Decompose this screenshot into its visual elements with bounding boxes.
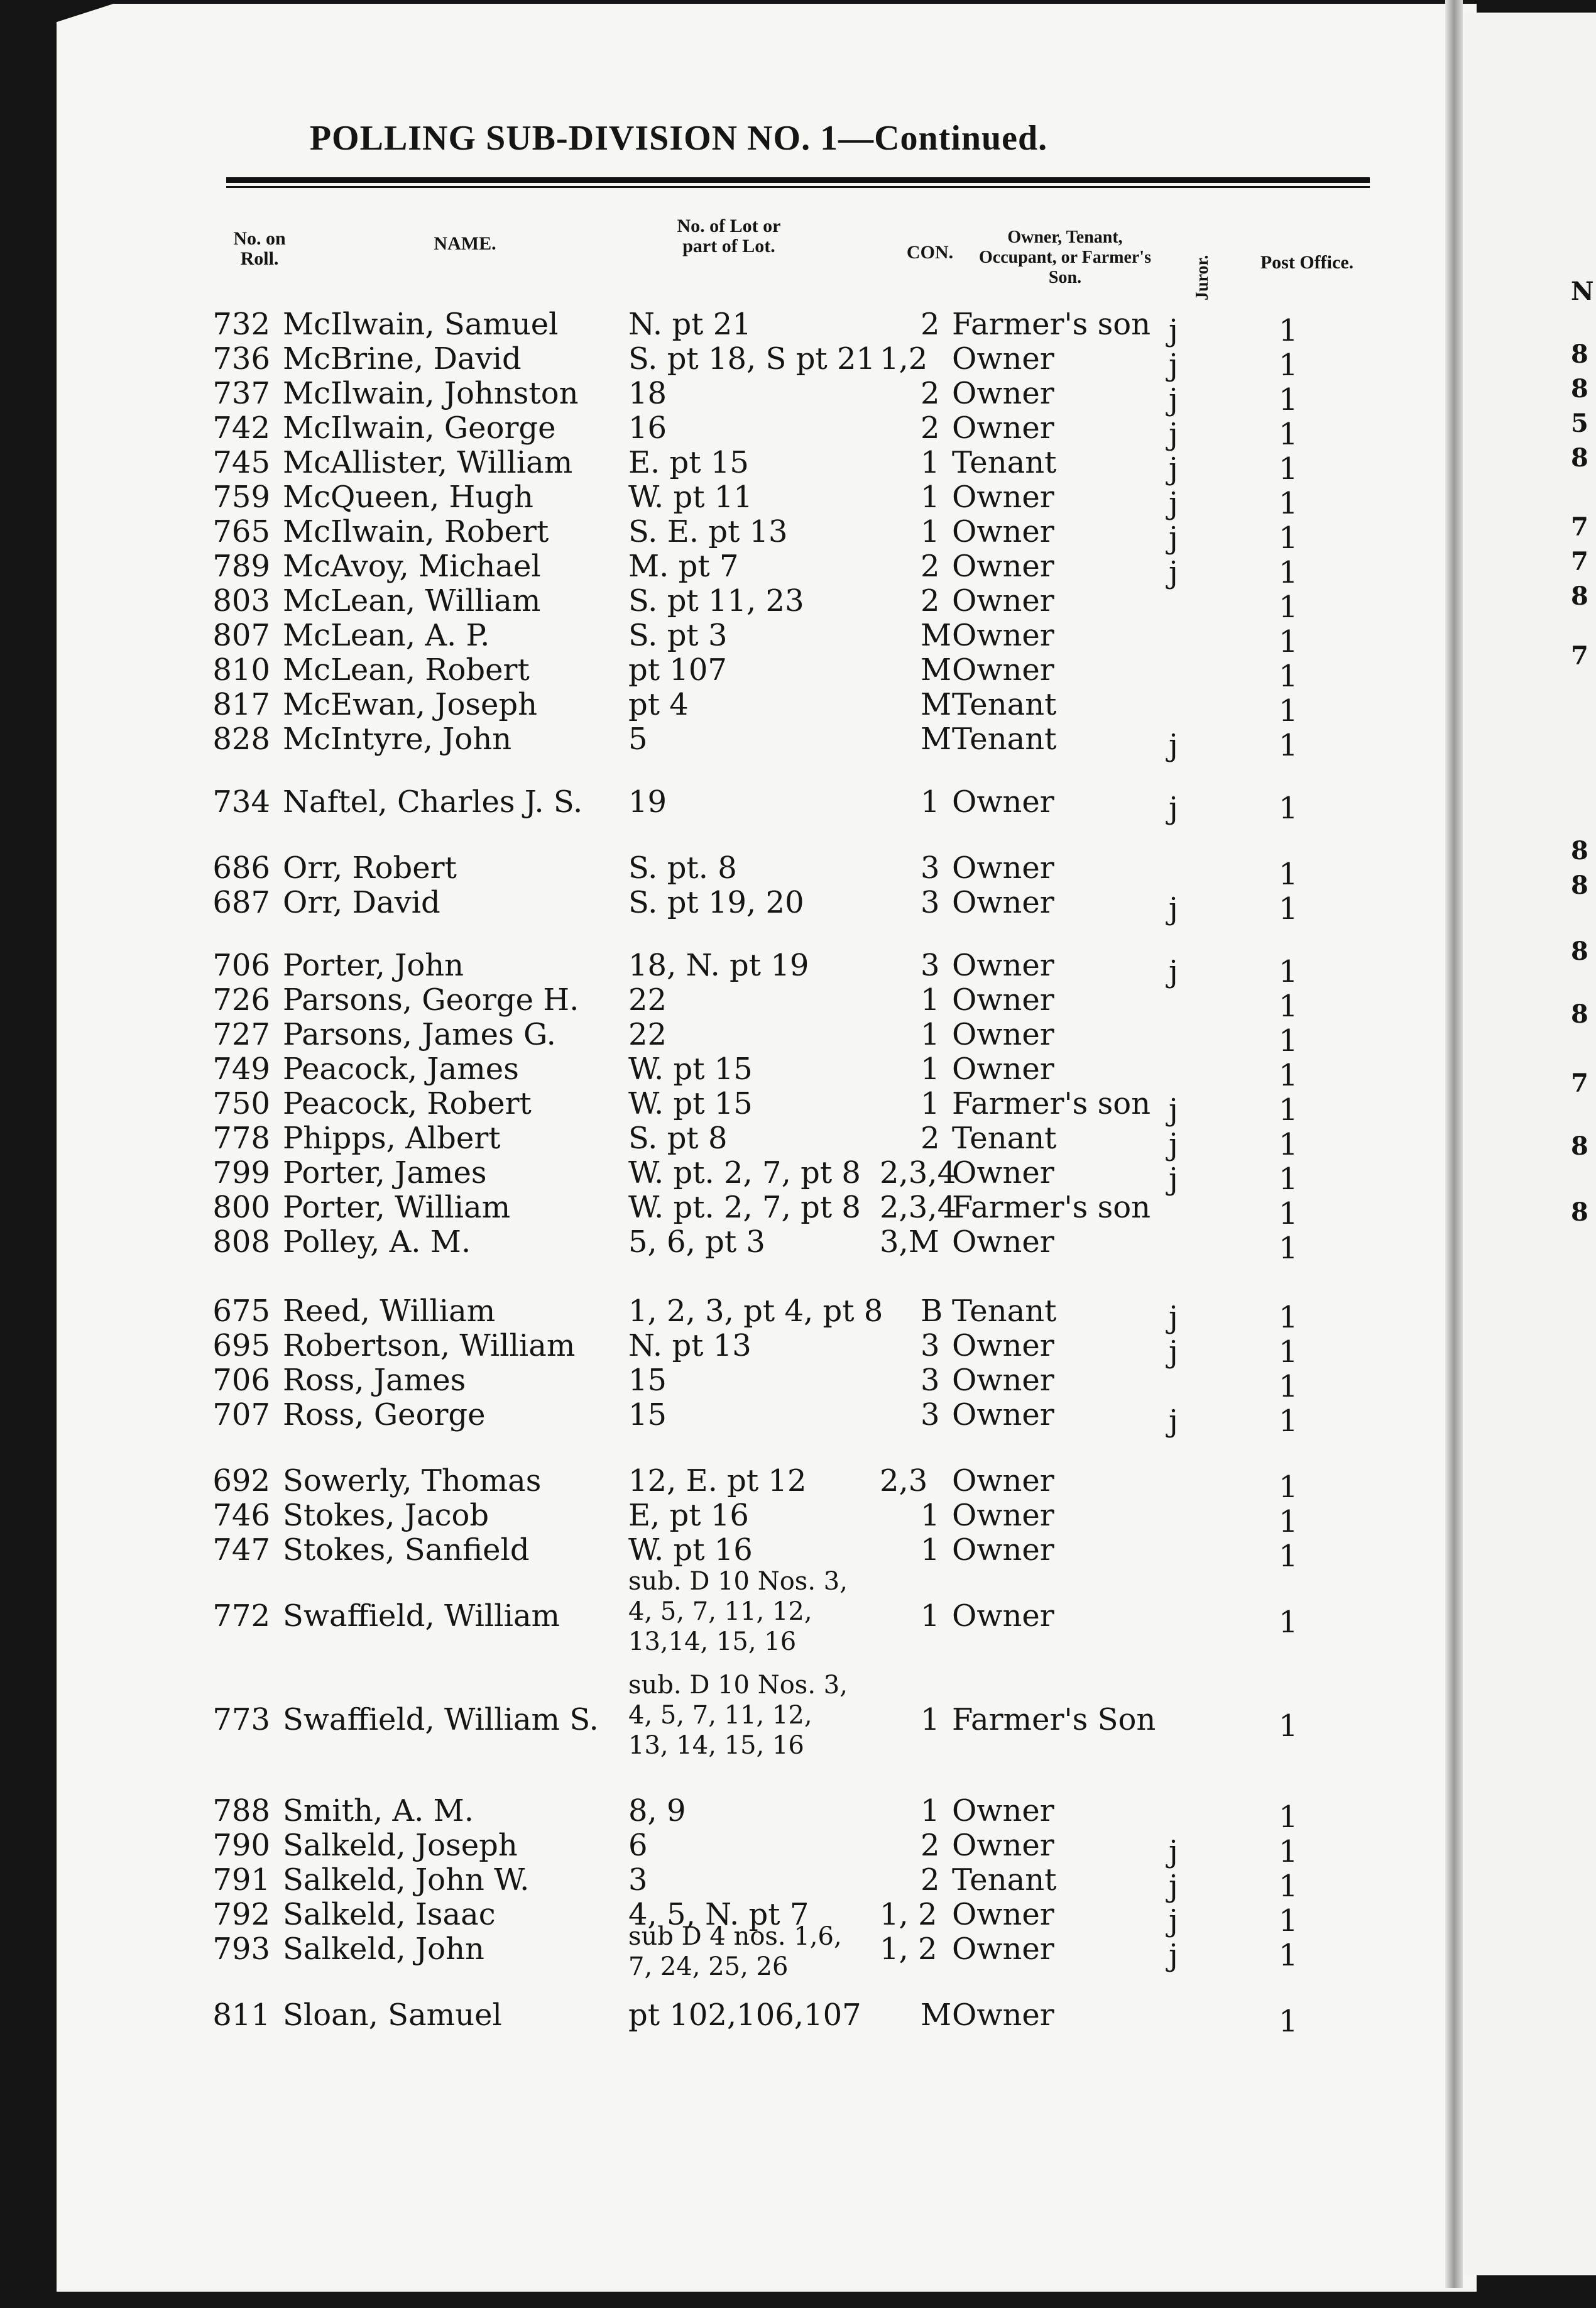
voter-name: McAvoy, Michael bbox=[283, 549, 541, 584]
juror-mark: j bbox=[1169, 417, 1178, 452]
status: Owner bbox=[952, 1532, 1054, 1568]
post-office: 1 bbox=[1279, 1334, 1298, 1370]
concession: 2,3,4 bbox=[880, 1155, 957, 1190]
concession: 3 bbox=[921, 885, 940, 920]
status: Owner bbox=[952, 1363, 1054, 1398]
post-office: 1 bbox=[1279, 1404, 1298, 1439]
voter-name: Orr, Robert bbox=[283, 850, 457, 886]
post-office: 1 bbox=[1279, 659, 1298, 694]
lot-number: S. pt 11, 23 bbox=[628, 583, 804, 618]
roll-number: 778 bbox=[212, 1121, 270, 1156]
lot-number: 5, 6, pt 3 bbox=[628, 1224, 765, 1260]
concession: 1 bbox=[921, 1532, 940, 1568]
concession: B bbox=[921, 1294, 943, 1329]
post-office: 1 bbox=[1279, 486, 1298, 521]
voter-name: Peacock, Robert bbox=[283, 1086, 532, 1121]
lot-number: 7, 24, 25, 26 bbox=[628, 1952, 789, 1981]
post-office: 1 bbox=[1279, 1196, 1298, 1231]
post-office: 1 bbox=[1279, 313, 1298, 348]
juror-mark: j bbox=[1169, 1162, 1178, 1197]
lot-number: 18 bbox=[628, 376, 667, 411]
status: Owner bbox=[952, 1897, 1054, 1932]
lot-number: W. pt 15 bbox=[628, 1052, 753, 1087]
roll-number: 791 bbox=[212, 1862, 270, 1898]
voter-name: Robertson, William bbox=[283, 1328, 576, 1363]
concession: 2 bbox=[921, 307, 940, 342]
voter-name: Orr, David bbox=[283, 885, 440, 920]
status: Owner bbox=[952, 410, 1054, 446]
status: Tenant bbox=[952, 445, 1057, 480]
juror-mark: j bbox=[1169, 1334, 1178, 1370]
status: Owner bbox=[952, 784, 1054, 820]
juror-mark: j bbox=[1169, 520, 1178, 556]
status: Owner bbox=[952, 1224, 1054, 1260]
concession: 2 bbox=[921, 549, 940, 584]
lot-number: S. pt 3 bbox=[628, 618, 728, 653]
juror-mark: j bbox=[1169, 451, 1178, 486]
roll-number: 810 bbox=[212, 652, 270, 688]
lot-number: S. pt. 8 bbox=[628, 850, 737, 886]
post-office: 1 bbox=[1279, 1023, 1298, 1058]
status: Owner bbox=[952, 1998, 1054, 2033]
post-office: 1 bbox=[1279, 520, 1298, 556]
roll-number: 686 bbox=[212, 850, 270, 886]
concession: 2 bbox=[921, 410, 940, 446]
voter-name: McLean, William bbox=[283, 583, 541, 618]
voter-name: Sloan, Samuel bbox=[283, 1998, 502, 2033]
concession: 1 bbox=[921, 1598, 940, 1634]
header-status: Owner, Tenant, Occupant, or Farmer's Son. bbox=[979, 228, 1151, 287]
post-office: 1 bbox=[1279, 1539, 1298, 1574]
roll-number: 737 bbox=[212, 376, 270, 411]
concession: 1, 2 bbox=[880, 1932, 937, 1967]
title-rule-thin bbox=[226, 186, 1370, 188]
roll-number: 803 bbox=[212, 583, 270, 618]
post-office: 1 bbox=[1279, 1231, 1298, 1266]
page-title: POLLING SUB-DIVISION NO. 1—Continued. bbox=[309, 119, 1048, 158]
lot-number: 15 bbox=[628, 1397, 667, 1432]
voter-name: Reed, William bbox=[283, 1294, 496, 1329]
concession: 2 bbox=[921, 1862, 940, 1898]
status: Owner bbox=[952, 480, 1054, 515]
concession: 2 bbox=[921, 376, 940, 411]
juror-mark: j bbox=[1169, 1127, 1178, 1162]
adjacent-page-fragment: 8 bbox=[1571, 836, 1588, 865]
voter-name: Porter, William bbox=[283, 1190, 511, 1225]
lot-number: W. pt 11 bbox=[628, 480, 753, 515]
concession: 3 bbox=[921, 1363, 940, 1398]
concession: 1 bbox=[921, 514, 940, 549]
roll-number: 790 bbox=[212, 1828, 270, 1863]
status: Farmer's Son bbox=[952, 1702, 1156, 1737]
post-office: 1 bbox=[1279, 1605, 1298, 1640]
roll-number: 765 bbox=[212, 514, 270, 549]
lot-number: sub D 4 nos. 1,6, bbox=[628, 1922, 842, 1951]
roll-number: 811 bbox=[212, 1998, 270, 2033]
roll-number: 692 bbox=[212, 1463, 270, 1498]
roll-number: 706 bbox=[212, 1363, 270, 1398]
concession: 1 bbox=[921, 982, 940, 1018]
status: Tenant bbox=[952, 1862, 1057, 1898]
roll-number: 817 bbox=[212, 687, 270, 722]
roll-number: 695 bbox=[212, 1328, 270, 1363]
post-office: 1 bbox=[1279, 451, 1298, 486]
roll-number: 742 bbox=[212, 410, 270, 446]
adjacent-page-fragment: 8 bbox=[1571, 374, 1588, 404]
post-office: 1 bbox=[1279, 954, 1298, 989]
concession: M bbox=[921, 1998, 952, 2033]
voter-name: Stokes, Sanfield bbox=[283, 1532, 530, 1568]
voter-name: McLean, Robert bbox=[283, 652, 530, 688]
voter-name: Porter, John bbox=[283, 948, 464, 983]
concession: 1 bbox=[921, 1793, 940, 1828]
voter-name: Salkeld, Joseph bbox=[283, 1828, 518, 1863]
juror-mark: j bbox=[1169, 382, 1178, 417]
lot-number: 4, 5, 7, 11, 12, bbox=[628, 1597, 812, 1626]
adjacent-page-fragment: 7 bbox=[1571, 641, 1588, 671]
concession: 1,2 bbox=[880, 341, 928, 376]
voter-name: McEwan, Joseph bbox=[283, 687, 538, 722]
juror-mark: j bbox=[1169, 1834, 1178, 1869]
status: Owner bbox=[952, 549, 1054, 584]
lot-number: N. pt 13 bbox=[628, 1328, 752, 1363]
post-office: 1 bbox=[1279, 891, 1298, 926]
concession: 2 bbox=[921, 583, 940, 618]
lot-number: 12, E. pt 12 bbox=[628, 1463, 807, 1498]
status: Owner bbox=[952, 376, 1054, 411]
concession: M bbox=[921, 687, 952, 722]
concession: 1 bbox=[921, 1086, 940, 1121]
status: Owner bbox=[952, 583, 1054, 618]
juror-mark: j bbox=[1169, 791, 1178, 826]
voter-name: McQueen, Hugh bbox=[283, 480, 533, 515]
lot-number: 15 bbox=[628, 1363, 667, 1398]
roll-number: 788 bbox=[212, 1793, 270, 1828]
voter-name: Salkeld, John bbox=[283, 1932, 484, 1967]
concession: 3 bbox=[921, 1397, 940, 1432]
title-rule bbox=[226, 177, 1370, 183]
voter-name: Naftel, Charles J. S. bbox=[283, 784, 583, 820]
status: Owner bbox=[952, 341, 1054, 376]
voter-name: McBrine, David bbox=[283, 341, 522, 376]
status: Owner bbox=[952, 885, 1054, 920]
post-office: 1 bbox=[1279, 693, 1298, 728]
post-office: 1 bbox=[1279, 417, 1298, 452]
lot-number: S. pt 19, 20 bbox=[628, 885, 804, 920]
concession: 1 bbox=[921, 784, 940, 820]
juror-mark: j bbox=[1169, 728, 1178, 763]
post-office: 1 bbox=[1279, 728, 1298, 763]
lot-number: 3 bbox=[628, 1862, 648, 1898]
concession: M bbox=[921, 618, 952, 653]
status: Owner bbox=[952, 982, 1054, 1018]
adjacent-page-fragment: N bbox=[1571, 277, 1594, 306]
status: Farmer's son bbox=[952, 1190, 1151, 1225]
lot-number: 8, 9 bbox=[628, 1793, 686, 1828]
lot-number: 18, N. pt 19 bbox=[628, 948, 809, 983]
concession: 3,M bbox=[880, 1224, 939, 1260]
roll-number: 707 bbox=[212, 1397, 270, 1432]
lot-number: pt 4 bbox=[628, 687, 689, 722]
post-office: 1 bbox=[1279, 1504, 1298, 1539]
concession: 1 bbox=[921, 1052, 940, 1087]
roll-number: 808 bbox=[212, 1224, 270, 1260]
lot-number: W. pt 15 bbox=[628, 1086, 753, 1121]
voter-name: McLean, A. P. bbox=[283, 618, 490, 653]
status: Tenant bbox=[952, 722, 1057, 757]
status: Owner bbox=[952, 850, 1054, 886]
lot-number: E, pt 16 bbox=[628, 1498, 749, 1533]
book-spine bbox=[1445, 0, 1463, 2288]
voter-name: McAllister, William bbox=[283, 445, 573, 480]
lot-number: E. pt 15 bbox=[628, 445, 749, 480]
roll-number: 706 bbox=[212, 948, 270, 983]
status: Owner bbox=[952, 948, 1054, 983]
voter-name: McIlwain, Robert bbox=[283, 514, 549, 549]
juror-mark: j bbox=[1169, 954, 1178, 989]
juror-mark: j bbox=[1169, 486, 1178, 521]
concession: 2 bbox=[921, 1121, 940, 1156]
adjacent-page-fragment: 8 bbox=[1571, 443, 1588, 473]
lot-number: S. pt 8 bbox=[628, 1121, 728, 1156]
post-office: 1 bbox=[1279, 555, 1298, 590]
lot-number: sub. D 10 Nos. 3, bbox=[628, 1567, 848, 1596]
header-post-office: Post Office. bbox=[1260, 252, 1354, 273]
lot-number: S. E. pt 13 bbox=[628, 514, 788, 549]
post-office: 1 bbox=[1279, 1938, 1298, 1973]
juror-mark: j bbox=[1169, 1404, 1178, 1439]
roll-number: 789 bbox=[212, 549, 270, 584]
roll-number: 750 bbox=[212, 1086, 270, 1121]
post-office: 1 bbox=[1279, 1162, 1298, 1197]
status: Owner bbox=[952, 514, 1054, 549]
header-lot: No. of Lot or part of Lot. bbox=[677, 216, 781, 256]
juror-mark: j bbox=[1169, 1869, 1178, 1904]
roll-number: 736 bbox=[212, 341, 270, 376]
status: Owner bbox=[952, 652, 1054, 688]
lot-number: 13, 14, 15, 16 bbox=[628, 1731, 804, 1760]
status: Tenant bbox=[952, 1121, 1057, 1156]
roll-number: 807 bbox=[212, 618, 270, 653]
status: Owner bbox=[952, 1017, 1054, 1052]
post-office: 1 bbox=[1279, 1903, 1298, 1938]
voter-name: Sowerly, Thomas bbox=[283, 1463, 542, 1498]
header-roll: No. on Roll. bbox=[233, 228, 286, 269]
concession: 1 bbox=[921, 445, 940, 480]
juror-mark: j bbox=[1169, 1938, 1178, 1973]
status: Owner bbox=[952, 1463, 1054, 1498]
voter-name: Peacock, James bbox=[283, 1052, 519, 1087]
post-office: 1 bbox=[1279, 1869, 1298, 1904]
roll-number: 745 bbox=[212, 445, 270, 480]
status: Owner bbox=[952, 1397, 1054, 1432]
header-con: CON. bbox=[906, 242, 954, 263]
roll-number: 793 bbox=[212, 1932, 270, 1967]
roll-number: 734 bbox=[212, 784, 270, 820]
voter-name: Salkeld, John W. bbox=[283, 1862, 530, 1898]
juror-mark: j bbox=[1169, 1300, 1178, 1335]
post-office: 1 bbox=[1279, 2004, 1298, 2039]
concession: 2 bbox=[921, 1828, 940, 1863]
adjacent-page-fragment: 7 bbox=[1571, 512, 1588, 542]
adjacent-page-fragment: 7 bbox=[1571, 1069, 1588, 1098]
post-office: 1 bbox=[1279, 1300, 1298, 1335]
voter-name: Phipps, Albert bbox=[283, 1121, 501, 1156]
voter-name: Ross, James bbox=[283, 1363, 466, 1398]
concession: M bbox=[921, 722, 952, 757]
roll-number: 828 bbox=[212, 722, 270, 757]
roll-number: 773 bbox=[212, 1702, 270, 1737]
post-office: 1 bbox=[1279, 1834, 1298, 1869]
juror-mark: j bbox=[1169, 891, 1178, 926]
post-office: 1 bbox=[1279, 791, 1298, 826]
adjacent-page-fragment: 8 bbox=[1571, 1131, 1588, 1161]
post-office: 1 bbox=[1279, 624, 1298, 659]
status: Owner bbox=[952, 1328, 1054, 1363]
post-office: 1 bbox=[1279, 1058, 1298, 1093]
juror-mark: j bbox=[1169, 555, 1178, 590]
status: Tenant bbox=[952, 687, 1057, 722]
voter-name: Polley, A. M. bbox=[283, 1224, 471, 1260]
voter-name: Ross, George bbox=[283, 1397, 486, 1432]
voter-name: Stokes, Jacob bbox=[283, 1498, 489, 1533]
status: Tenant bbox=[952, 1294, 1057, 1329]
juror-mark: j bbox=[1169, 1903, 1178, 1938]
concession: 3 bbox=[921, 948, 940, 983]
status: Owner bbox=[952, 1828, 1054, 1863]
status: Farmer's son bbox=[952, 1086, 1151, 1121]
roll-number: 799 bbox=[212, 1155, 270, 1190]
adjacent-page-fragment: 8 bbox=[1571, 1197, 1588, 1227]
adjacent-page-fragment: 8 bbox=[1571, 871, 1588, 900]
roll-number: 749 bbox=[212, 1052, 270, 1087]
voter-name: Swaffield, William S. bbox=[283, 1702, 599, 1737]
lot-number: 22 bbox=[628, 982, 667, 1018]
lot-number: 13,14, 15, 16 bbox=[628, 1627, 797, 1656]
voter-name: McIlwain, Johnston bbox=[283, 376, 579, 411]
voter-name: McIntyre, John bbox=[283, 722, 512, 757]
lot-number: S. pt 18, S pt 21 bbox=[628, 341, 876, 376]
post-office: 1 bbox=[1279, 1127, 1298, 1162]
adjacent-page-fragment: 8 bbox=[1571, 339, 1588, 369]
post-office: 1 bbox=[1279, 1470, 1298, 1505]
concession: 3 bbox=[921, 1328, 940, 1363]
roll-number: 772 bbox=[212, 1598, 270, 1634]
roll-number: 726 bbox=[212, 982, 270, 1018]
status: Farmer's son bbox=[952, 307, 1151, 342]
header-name: NAME. bbox=[434, 233, 496, 254]
concession: M bbox=[921, 652, 952, 688]
lot-number: 22 bbox=[628, 1017, 667, 1052]
post-office: 1 bbox=[1279, 348, 1298, 383]
status: Owner bbox=[952, 1598, 1054, 1634]
lot-number: 16 bbox=[628, 410, 667, 446]
roll-number: 675 bbox=[212, 1294, 270, 1329]
status: Owner bbox=[952, 1052, 1054, 1087]
roll-number: 732 bbox=[212, 307, 270, 342]
post-office: 1 bbox=[1279, 989, 1298, 1024]
lot-number: 19 bbox=[628, 784, 667, 820]
post-office: 1 bbox=[1279, 1800, 1298, 1835]
concession: 2,3,4 bbox=[880, 1190, 957, 1225]
lot-number: 4, 5, N. pt 7 bbox=[628, 1897, 809, 1932]
lot-number: W. pt. 2, 7, pt 8 bbox=[628, 1190, 861, 1225]
lot-number: 6 bbox=[628, 1828, 648, 1863]
status: Owner bbox=[952, 618, 1054, 653]
concession: 1 bbox=[921, 1017, 940, 1052]
voter-name: Porter, James bbox=[283, 1155, 487, 1190]
concession: 2,3 bbox=[880, 1463, 928, 1498]
adjacent-page-fragment: 8 bbox=[1571, 581, 1588, 611]
post-office: 1 bbox=[1279, 1092, 1298, 1128]
lot-number: N. pt 21 bbox=[628, 307, 752, 342]
lot-number: sub. D 10 Nos. 3, bbox=[628, 1671, 848, 1700]
roll-number: 746 bbox=[212, 1498, 270, 1533]
voter-name: McIlwain, Samuel bbox=[283, 307, 559, 342]
voter-name: Swaffield, William bbox=[283, 1598, 560, 1634]
lot-number: 5 bbox=[628, 722, 648, 757]
voter-name: Smith, A. M. bbox=[283, 1793, 474, 1828]
concession: 1 bbox=[921, 1702, 940, 1737]
roll-number: 792 bbox=[212, 1897, 270, 1932]
voter-name: Parsons, James G. bbox=[283, 1017, 556, 1052]
voter-name: Parsons, George H. bbox=[283, 982, 579, 1018]
juror-mark: j bbox=[1169, 348, 1178, 383]
concession: 1 bbox=[921, 480, 940, 515]
concession: 1, 2 bbox=[880, 1897, 937, 1932]
post-office: 1 bbox=[1279, 590, 1298, 625]
lot-number: pt 102,106,107 bbox=[628, 1998, 861, 2033]
adjacent-page-fragment: 8 bbox=[1571, 937, 1588, 966]
status: Owner bbox=[952, 1793, 1054, 1828]
lot-number: 4, 5, 7, 11, 12, bbox=[628, 1701, 812, 1730]
post-office: 1 bbox=[1279, 382, 1298, 417]
voter-name: McIlwain, George bbox=[283, 410, 556, 446]
adjacent-page-fragment: 8 bbox=[1571, 999, 1588, 1029]
post-office: 1 bbox=[1279, 857, 1298, 892]
roll-number: 687 bbox=[212, 885, 270, 920]
juror-mark: j bbox=[1169, 313, 1178, 348]
post-office: 1 bbox=[1279, 1369, 1298, 1404]
roll-number: 727 bbox=[212, 1017, 270, 1052]
lot-number: W. pt. 2, 7, pt 8 bbox=[628, 1155, 861, 1190]
lot-number: 1, 2, 3, pt 4, pt 8 bbox=[628, 1294, 883, 1329]
roll-number: 800 bbox=[212, 1190, 270, 1225]
roll-number: 747 bbox=[212, 1532, 270, 1568]
voter-name: Salkeld, Isaac bbox=[283, 1897, 496, 1932]
status: Owner bbox=[952, 1498, 1054, 1533]
lot-number: M. pt 7 bbox=[628, 549, 739, 584]
roll-number: 759 bbox=[212, 480, 270, 515]
concession: 1 bbox=[921, 1498, 940, 1533]
juror-mark: j bbox=[1169, 1092, 1178, 1128]
lot-number: W. pt 16 bbox=[628, 1532, 753, 1568]
lot-number: pt 107 bbox=[628, 652, 727, 688]
header-juror: Juror. bbox=[1193, 255, 1212, 300]
post-office: 1 bbox=[1279, 1708, 1298, 1744]
adjacent-page-fragment: 5 bbox=[1571, 409, 1588, 438]
status: Owner bbox=[952, 1155, 1054, 1190]
adjacent-page-fragment: 7 bbox=[1571, 547, 1588, 576]
status: Owner bbox=[952, 1932, 1054, 1967]
concession: 3 bbox=[921, 850, 940, 886]
